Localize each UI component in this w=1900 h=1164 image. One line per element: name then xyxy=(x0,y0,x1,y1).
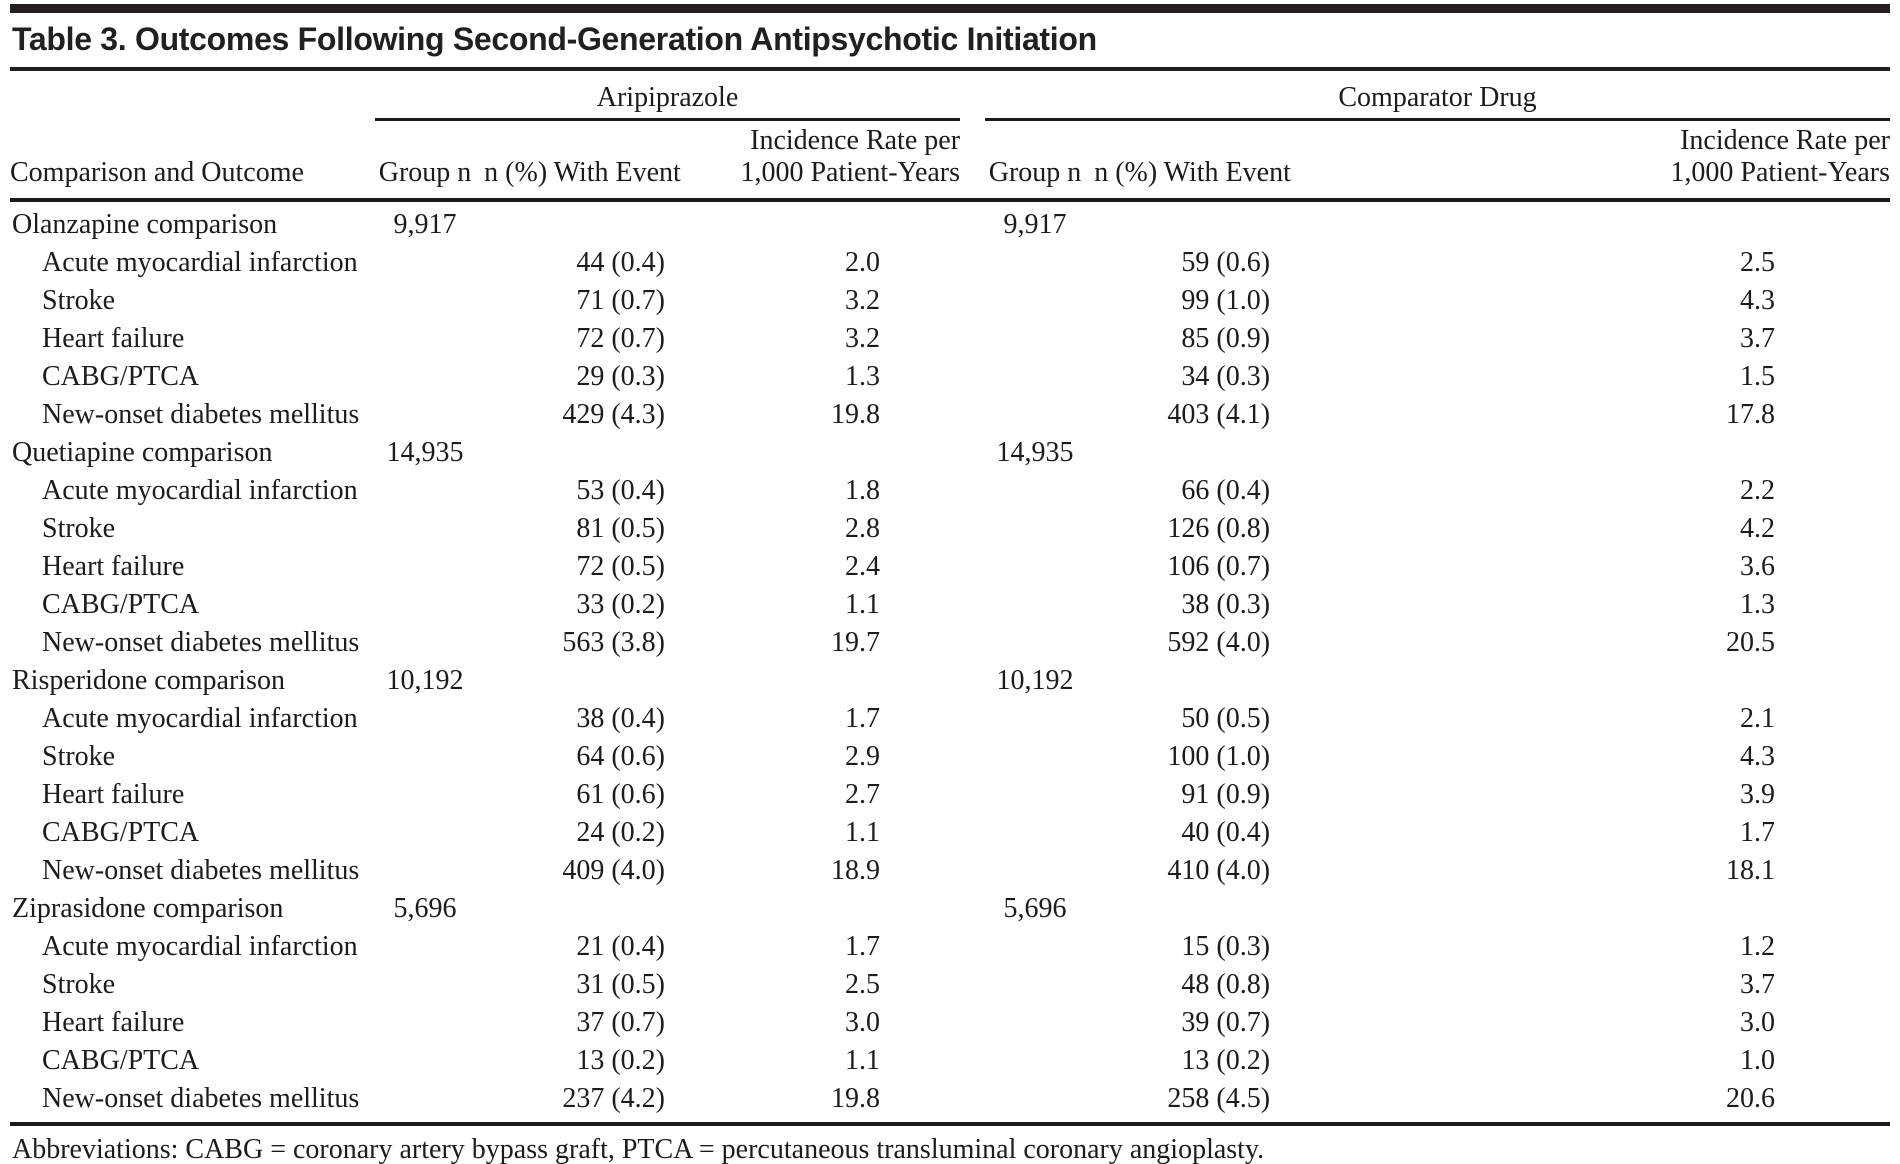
event-value: 100 (1.0) xyxy=(1167,741,1271,772)
event-value: 72 (0.7) xyxy=(576,323,665,354)
spacer-cell xyxy=(960,890,985,928)
group-n-value: 5,696 xyxy=(1003,893,1067,924)
spacer-cell xyxy=(960,510,985,548)
rate-value: 4.3 xyxy=(1740,285,1775,316)
empty-cell xyxy=(1300,890,1890,928)
event-value: 53 (0.4) xyxy=(576,475,665,506)
event-value: 91 (0.9) xyxy=(1181,779,1271,810)
rate-value: 2.1 xyxy=(1740,703,1775,734)
section-row-olanzapine xyxy=(10,200,1890,244)
incidence-header-line2: 1,000 Patient-Years xyxy=(740,157,961,188)
outcome-label: Acute myocardial infarction xyxy=(42,931,358,962)
event-value: 48 (0.8) xyxy=(1181,969,1271,1000)
rate-value: 3.2 xyxy=(845,323,881,354)
group-header-aripiprazole: Aripiprazole xyxy=(375,71,960,120)
rate-value: 1.7 xyxy=(845,703,881,734)
rate-value: 1.5 xyxy=(1740,361,1775,392)
empty-cell xyxy=(1085,200,1300,244)
rate-value: 3.9 xyxy=(1740,779,1775,810)
empty-cell xyxy=(1300,662,1890,700)
group-n-value: 9,917 xyxy=(393,209,457,240)
spacer-cell xyxy=(960,586,985,624)
spacer-cell xyxy=(960,1004,985,1042)
empty-cell xyxy=(375,358,475,396)
rate-value: 2.5 xyxy=(1740,247,1775,278)
empty-cell xyxy=(985,852,1085,890)
rate-value: 20.6 xyxy=(1726,1083,1775,1114)
empty-cell xyxy=(475,200,690,244)
outcome-row xyxy=(10,928,1890,966)
empty-cell xyxy=(985,814,1085,852)
group-n-value: 14,935 xyxy=(386,437,464,468)
empty-cell xyxy=(985,320,1085,358)
empty-cell xyxy=(375,966,475,1004)
spacer-cell xyxy=(960,548,985,586)
col-header-incidence-arip xyxy=(690,120,960,201)
event-value: 429 (4.3) xyxy=(562,399,665,430)
empty-cell xyxy=(985,586,1085,624)
outcome-row xyxy=(10,624,1890,662)
rate-value: 1.1 xyxy=(845,817,881,848)
group-n-value: 5,696 xyxy=(393,893,457,924)
outcome-label: New-onset diabetes mellitus xyxy=(42,855,360,886)
spacer-cell xyxy=(960,358,985,396)
rate-value: 1.8 xyxy=(845,475,881,506)
event-value: 44 (0.4) xyxy=(576,247,665,278)
event-value: 409 (4.0) xyxy=(562,855,665,886)
spacer-cell xyxy=(960,624,985,662)
empty-cell xyxy=(1085,890,1300,928)
event-value: 72 (0.5) xyxy=(576,551,665,582)
event-value: 71 (0.7) xyxy=(576,285,665,316)
empty-cell xyxy=(985,358,1085,396)
empty-cell xyxy=(985,282,1085,320)
section-label: Olanzapine comparison xyxy=(12,209,278,240)
outcome-row xyxy=(10,966,1890,1004)
col-header-group-n-comp: Group n xyxy=(985,120,1085,201)
empty-cell xyxy=(375,548,475,586)
outcome-label: Stroke xyxy=(42,741,116,772)
event-value: 33 (0.2) xyxy=(576,589,665,620)
spacer-cell xyxy=(960,776,985,814)
empty-cell xyxy=(375,814,475,852)
rate-value: 2.2 xyxy=(1740,475,1775,506)
section-row-ziprasidone xyxy=(10,890,1890,928)
outcome-label: Acute myocardial infarction xyxy=(42,247,358,278)
incidence-header-line1: Incidence Rate per xyxy=(1680,125,1890,156)
empty-cell xyxy=(985,510,1085,548)
outcome-label: CABG/PTCA xyxy=(42,361,200,392)
rate-value: 1.0 xyxy=(1740,1045,1775,1076)
spacer-cell xyxy=(960,120,985,201)
outcome-label: Heart failure xyxy=(42,1007,185,1038)
outcome-row xyxy=(10,700,1890,738)
event-value: 34 (0.3) xyxy=(1181,361,1271,392)
outcome-row xyxy=(10,738,1890,776)
empty-cell xyxy=(985,1042,1085,1080)
rate-value: 4.2 xyxy=(1740,513,1775,544)
group-n-value: 14,935 xyxy=(996,437,1074,468)
empty-cell xyxy=(375,472,475,510)
spacer-cell xyxy=(960,434,985,472)
event-value: 15 (0.3) xyxy=(1181,931,1271,962)
empty-cell xyxy=(475,890,690,928)
empty-cell xyxy=(1085,662,1300,700)
spacer-cell xyxy=(960,928,985,966)
spacer-cell xyxy=(960,200,985,244)
spacer-cell xyxy=(960,966,985,1004)
section-label: Quetiapine comparison xyxy=(12,437,273,468)
empty-cell xyxy=(375,624,475,662)
outcome-row xyxy=(10,510,1890,548)
outcome-row xyxy=(10,1042,1890,1080)
outcome-label: Heart failure xyxy=(42,779,185,810)
outcome-row xyxy=(10,776,1890,814)
spacer-cell xyxy=(960,396,985,434)
empty-cell xyxy=(985,548,1085,586)
empty-cell xyxy=(375,928,475,966)
abbreviations-footnote: Abbreviations: CABG = coronary artery bypass graft, PTCA = percutaneous transluminal coronary angioplasty. xyxy=(10,1122,1890,1164)
empty-cell xyxy=(985,1004,1085,1042)
incidence-header-line2: 1,000 Patient-Years xyxy=(1670,157,1890,188)
rate-value: 19.7 xyxy=(831,627,881,658)
rate-value: 20.5 xyxy=(1726,627,1775,658)
event-value: 40 (0.4) xyxy=(1181,817,1271,848)
col-header-with-event-comp: n (%) With Event xyxy=(1085,120,1300,201)
event-value: 403 (4.1) xyxy=(1167,399,1271,430)
empty-cell xyxy=(375,700,475,738)
event-value: 563 (3.8) xyxy=(562,627,665,658)
section-row-quetiapine xyxy=(10,434,1890,472)
outcome-row xyxy=(10,244,1890,282)
spacer-cell xyxy=(960,1042,985,1080)
rate-value: 3.6 xyxy=(1740,551,1775,582)
empty-cell xyxy=(985,966,1085,1004)
outcome-label: New-onset diabetes mellitus xyxy=(42,399,360,430)
rate-value: 2.0 xyxy=(845,247,881,278)
rate-value: 3.7 xyxy=(1740,969,1775,1000)
empty-cell xyxy=(1300,434,1890,472)
group-header-comparator: Comparator Drug xyxy=(985,71,1890,120)
spacer-cell xyxy=(960,852,985,890)
event-value: 410 (4.0) xyxy=(1167,855,1271,886)
event-value: 29 (0.3) xyxy=(576,361,665,392)
rate-value: 3.2 xyxy=(845,285,881,316)
spacer-cell xyxy=(960,814,985,852)
empty-cell xyxy=(985,396,1085,434)
event-value: 39 (0.7) xyxy=(1181,1007,1271,1038)
spacer-cell xyxy=(960,71,985,120)
event-value: 37 (0.7) xyxy=(576,1007,665,1038)
event-value: 13 (0.2) xyxy=(576,1045,665,1076)
rate-value: 1.2 xyxy=(1740,931,1775,962)
rate-value: 18.9 xyxy=(831,855,881,886)
empty-cell xyxy=(690,434,960,472)
empty-cell xyxy=(375,1080,475,1122)
event-value: 85 (0.9) xyxy=(1181,323,1271,354)
event-value: 81 (0.5) xyxy=(576,513,665,544)
outcome-label: CABG/PTCA xyxy=(42,1045,200,1076)
rate-value: 3.7 xyxy=(1740,323,1775,354)
event-value: 61 (0.6) xyxy=(576,779,665,810)
rate-value: 18.1 xyxy=(1726,855,1775,886)
event-value: 31 (0.5) xyxy=(576,969,665,1000)
empty-cell xyxy=(1300,200,1890,244)
empty-cell xyxy=(985,738,1085,776)
spacer-cell xyxy=(960,244,985,282)
rate-value: 2.7 xyxy=(845,779,881,810)
col-header-comparison-outcome: Comparison and Outcome xyxy=(10,120,375,201)
outcome-label: Heart failure xyxy=(42,323,185,354)
spacer-cell xyxy=(960,738,985,776)
rate-value: 2.9 xyxy=(845,741,881,772)
rate-value: 3.0 xyxy=(1740,1007,1775,1038)
empty-cell xyxy=(375,1042,475,1080)
rate-value: 2.5 xyxy=(845,969,881,1000)
event-value: 38 (0.4) xyxy=(576,703,665,734)
empty-cell xyxy=(375,320,475,358)
section-label: Ziprasidone comparison xyxy=(12,893,284,924)
event-value: 106 (0.7) xyxy=(1167,551,1271,582)
outcome-row xyxy=(10,814,1890,852)
empty-cell xyxy=(375,282,475,320)
empty-cell xyxy=(375,586,475,624)
event-value: 592 (4.0) xyxy=(1167,627,1271,658)
col-header-with-event-arip: n (%) With Event xyxy=(475,120,690,201)
outcome-row xyxy=(10,472,1890,510)
empty-cell xyxy=(375,776,475,814)
outcome-label: Acute myocardial infarction xyxy=(42,475,358,506)
spacer-cell xyxy=(960,320,985,358)
rate-value: 1.3 xyxy=(1740,589,1775,620)
outcome-label: New-onset diabetes mellitus xyxy=(42,1083,360,1114)
event-value: 50 (0.5) xyxy=(1181,703,1271,734)
empty-cell xyxy=(985,776,1085,814)
group-header-row xyxy=(10,71,1890,120)
empty-cell xyxy=(985,928,1085,966)
group-n-value: 10,192 xyxy=(996,665,1074,696)
outcome-row xyxy=(10,358,1890,396)
outcome-label: Acute myocardial infarction xyxy=(42,703,358,734)
empty-cell xyxy=(690,200,960,244)
rate-value: 3.0 xyxy=(845,1007,881,1038)
empty-cell xyxy=(10,71,375,120)
empty-cell xyxy=(690,662,960,700)
rate-value: 1.1 xyxy=(845,589,881,620)
rate-value: 1.7 xyxy=(845,931,881,962)
outcomes-table xyxy=(10,71,1890,1122)
empty-cell xyxy=(690,890,960,928)
outcome-label: New-onset diabetes mellitus xyxy=(42,627,360,658)
outcome-label: Stroke xyxy=(42,969,116,1000)
spacer-cell xyxy=(960,282,985,320)
outcome-row xyxy=(10,1080,1890,1122)
event-value: 13 (0.2) xyxy=(1181,1045,1271,1076)
outcome-label: CABG/PTCA xyxy=(42,589,200,620)
rate-value: 1.7 xyxy=(1740,817,1775,848)
group-n-value: 9,917 xyxy=(1003,209,1067,240)
empty-cell xyxy=(375,510,475,548)
outcome-label: CABG/PTCA xyxy=(42,817,200,848)
col-header-incidence-comp xyxy=(1300,120,1890,201)
event-value: 24 (0.2) xyxy=(576,817,665,848)
rate-value: 1.1 xyxy=(845,1045,881,1076)
outcome-label: Stroke xyxy=(42,513,116,544)
spacer-cell xyxy=(960,700,985,738)
empty-cell xyxy=(985,1080,1085,1122)
rate-value: 19.8 xyxy=(831,1083,881,1114)
col-header-group-n-arip: Group n xyxy=(375,120,475,201)
empty-cell xyxy=(375,738,475,776)
outcome-row xyxy=(10,396,1890,434)
outcome-row xyxy=(10,586,1890,624)
table-title: Table 3. Outcomes Following Second-Generation Antipsychotic Initiation xyxy=(10,20,1890,71)
empty-cell xyxy=(475,662,690,700)
outcome-row xyxy=(10,282,1890,320)
outcome-row xyxy=(10,852,1890,890)
empty-cell xyxy=(475,434,690,472)
rate-value: 2.4 xyxy=(845,551,881,582)
column-header-row xyxy=(10,120,1890,201)
empty-cell xyxy=(985,472,1085,510)
spacer-cell xyxy=(960,472,985,510)
incidence-header-line1: Incidence Rate per xyxy=(750,125,961,156)
group-n-value: 10,192 xyxy=(386,665,464,696)
rate-value: 1.3 xyxy=(845,361,881,392)
spacer-cell xyxy=(960,662,985,700)
event-value: 66 (0.4) xyxy=(1181,475,1271,506)
event-value: 258 (4.5) xyxy=(1167,1083,1271,1114)
section-row-risperidone xyxy=(10,662,1890,700)
spacer-cell xyxy=(960,1080,985,1122)
outcome-row xyxy=(10,1004,1890,1042)
rate-value: 17.8 xyxy=(1726,399,1775,430)
outcome-row xyxy=(10,320,1890,358)
rate-value: 2.8 xyxy=(845,513,881,544)
empty-cell xyxy=(375,396,475,434)
rate-value: 19.8 xyxy=(831,399,881,430)
event-value: 237 (4.2) xyxy=(562,1083,665,1114)
empty-cell xyxy=(985,700,1085,738)
event-value: 64 (0.6) xyxy=(576,741,665,772)
event-value: 126 (0.8) xyxy=(1167,513,1271,544)
outcome-label: Heart failure xyxy=(42,551,185,582)
top-rule-bar xyxy=(10,4,1890,13)
empty-cell xyxy=(1085,434,1300,472)
event-value: 99 (1.0) xyxy=(1181,285,1271,316)
event-value: 21 (0.4) xyxy=(576,931,665,962)
empty-cell xyxy=(985,624,1085,662)
outcome-label: Stroke xyxy=(42,285,116,316)
empty-cell xyxy=(375,852,475,890)
outcome-row xyxy=(10,548,1890,586)
empty-cell xyxy=(375,244,475,282)
empty-cell xyxy=(375,1004,475,1042)
event-value: 59 (0.6) xyxy=(1181,247,1271,278)
section-label: Risperidone comparison xyxy=(12,665,285,696)
rate-value: 4.3 xyxy=(1740,741,1775,772)
event-value: 38 (0.3) xyxy=(1181,589,1271,620)
empty-cell xyxy=(985,244,1085,282)
